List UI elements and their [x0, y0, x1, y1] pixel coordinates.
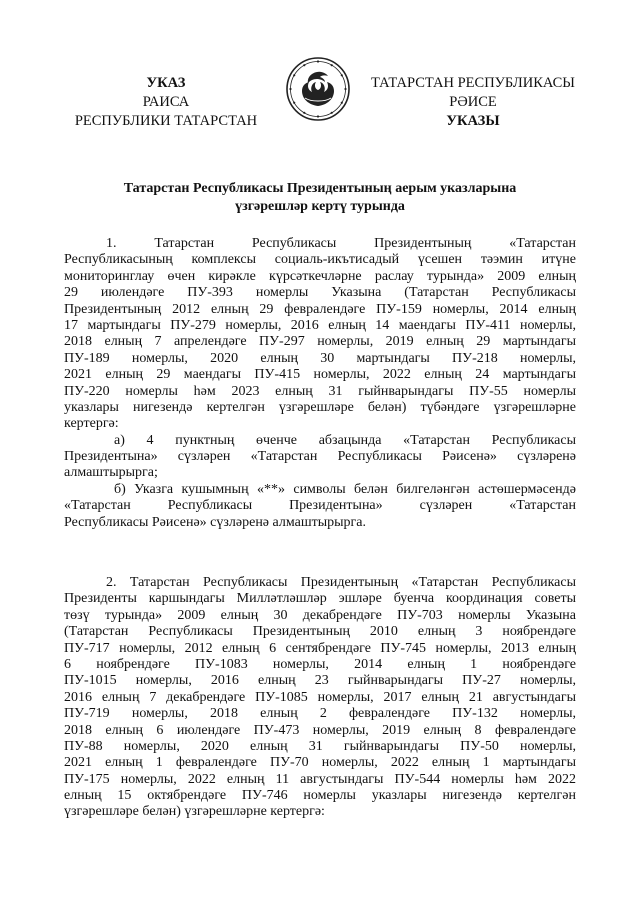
decree-title — [60, 180, 580, 216]
header-right-line: РӘИСЕ — [449, 94, 497, 110]
header-right-tatar — [362, 74, 584, 131]
title-line: Татарстан Республикасы Президентының аерым указларына — [123, 181, 517, 196]
text-line: 2. Татарстан Республикасы Президентының «Татарстан Республикасы — [106, 575, 576, 590]
sub-item-a: а) 4 пунктның өченче абзацында «Татарстан Республикасы — [114, 432, 576, 448]
title-line: үзгәрешләр кертү турында — [235, 199, 405, 214]
header-left-line: РЕСПУБЛИКИ ТАТАРСТАН — [74, 113, 258, 129]
header-right-line: УКАЗЫ — [446, 113, 500, 129]
header-right-line: ТАТАРСТАН РЕСПУБЛИКАСЫ — [371, 75, 575, 91]
text-line: ПУ-1015 номерлы, 2016 елның 23 гыйнварындагы ПУ-27 номерлы, — [64, 673, 576, 689]
text-line: ПУ-220 номерлы һәм 2023 елның 31 гыйнварындагы ПУ-55 номерлы — [64, 383, 576, 399]
text-line: «Татарстан Республикасы Президентына» сүзләрен «Татарстан — [64, 498, 576, 514]
text-line: алмаштырырга; — [64, 465, 158, 481]
header-left-russian — [62, 74, 270, 131]
text-line: 2018 елның 7 апрелендәге ПУ-297 номерлы, 2019 елның 29 мартындагы — [64, 334, 576, 350]
sub-item-b: б) Указга кушымның «**» символы белән билгеләнгән астөшермәсендә — [114, 481, 576, 497]
header-left-line: УКАЗ — [146, 75, 186, 91]
tatarstan-emblem-icon — [285, 56, 351, 122]
text-line: ПУ-719 номерлы, 2018 елның 2 февралендәге ПУ-132 номерлы, — [64, 706, 576, 722]
text-line: 1. Татарстан Республикасы Президентының «Татарстан — [106, 236, 576, 251]
text-line: кертергә: — [64, 416, 119, 432]
text-line: указлары нигезендә кертелгән үзгәрешләре белән) түбәндәге үзгәрешләрне — [64, 399, 576, 415]
text-line: Президентының 2012 елның 29 февралендәге ПУ-159 номерлы, 2014 елның — [64, 301, 576, 317]
text-line: 2016 елның 7 декабрендәге ПУ-1085 номерлы, 2017 елның 21 августындагы — [64, 689, 576, 705]
text-line: үзгәрешләре белән) үзгәрешләрне кертергә: — [64, 804, 325, 820]
text-line: ПУ-175 номерлы, 2022 елның 11 августындагы ПУ-544 номерлы һәм 2022 — [64, 771, 576, 787]
text-line: 29 июлендәге ПУ-393 номерлы Указына (Татарстан Республикасы — [64, 285, 576, 301]
text-line: Республикасының комплексы социаль-икътисадый үсешен тәэмин итүне — [64, 252, 576, 268]
text-line: Президенты каршындагы Милләтләшләр эшләре буенча координация советы — [64, 591, 576, 607]
text-line: 2018 елның 6 июлендәге ПУ-473 номерлы, 2019 елның 8 февралендәге — [64, 722, 576, 738]
text-line: ПУ-717 номерлы, 2012 елның 6 сентябрендәге ПУ-745 номерлы, 2013 елның — [64, 640, 576, 656]
text-line: Президентына» сүзләрен «Татарстан Республикасы Рәисенә» сүзләренә — [64, 449, 576, 465]
text-line: (Татарстан Республикасы Президентының 2010 елның 3 ноябрендәге — [64, 624, 576, 640]
paragraph-1 — [64, 236, 576, 531]
text-line: 2021 елның 1 февралендәге ПУ-70 номерлы, 2022 елның 1 мартындагы — [64, 755, 576, 771]
text-line: ПУ-88 номерлы, 2020 елның 31 гыйнварындагы ПУ-50 номерлы, — [64, 738, 576, 754]
text-line: ПУ-189 номерлы, 2020 елның 30 мартындагы ПУ-218 номерлы, — [64, 350, 576, 366]
paragraph-2 — [64, 575, 576, 821]
text-line: 2021 елның 29 маендагы ПУ-415 номерлы, 2022 елның 24 мартындагы — [64, 367, 576, 383]
text-line: мониторинглау өчен кирәкле күрсәткечләрне раслау турында» 2009 елның — [64, 268, 576, 284]
text-line: елның 15 октябрендәге ПУ-746 номерлы указлары нигезендә кертелгән — [64, 788, 576, 804]
text-line: 17 мартындагы ПУ-279 номерлы, 2016 елның 14 маендагы ПУ-411 номерлы, — [64, 317, 576, 333]
text-line: 6 ноябрендәге ПУ-1083 номерлы, 2014 елның 1 ноябрендәге — [64, 656, 576, 672]
text-line: Республикасы Рәисенә» сүзләренә алмаштырырга. — [64, 514, 366, 530]
header-left-line: РАИСА — [142, 94, 190, 110]
text-line: төзү турында» 2009 елның 30 декабрендәге ПУ-703 номерлы Указына — [64, 607, 576, 623]
